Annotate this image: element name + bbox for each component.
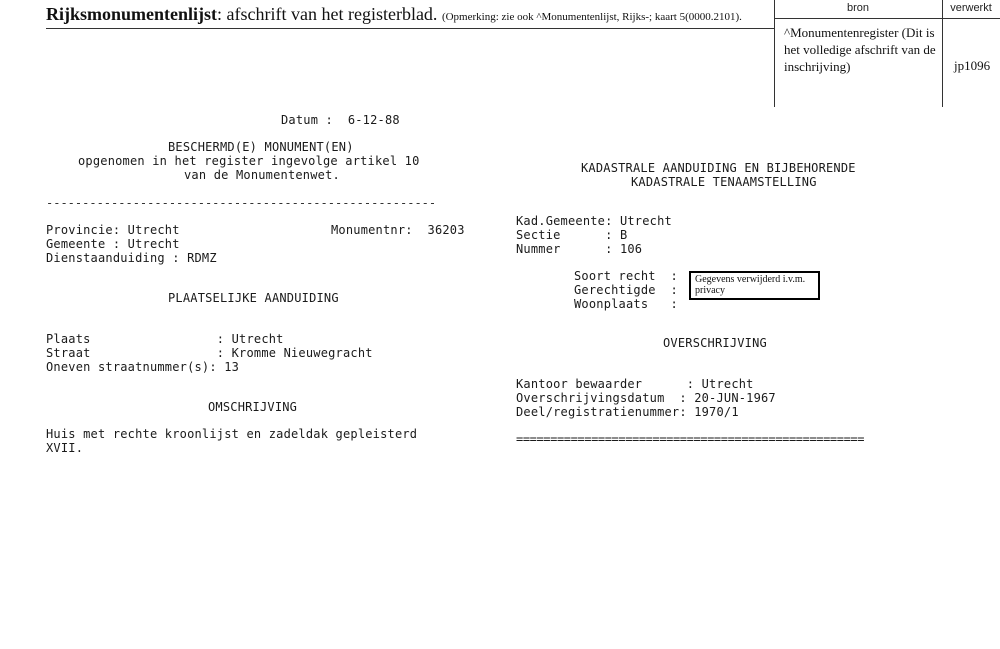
overschrijvingsdatum: Overschrijvingsdatum : 20-JUN-1967: [516, 391, 776, 405]
document-title-rest: : afschrift van het registerblad.: [217, 4, 438, 24]
monument-heading-line3: van de Monumentenwet.: [184, 168, 340, 182]
kantoor-bewaarder: Kantoor bewaarder : Utrecht: [516, 377, 754, 391]
monument-heading-line2: opgenomen in het register ingevolge artikel 10: [78, 154, 420, 168]
document-title-bold: Rijksmonumentenlijst: [46, 4, 218, 24]
kad-gemeente: Kad.Gemeente: Utrecht: [516, 214, 672, 228]
omschrijving-line2: XVII.: [46, 441, 84, 455]
overschrijving-heading: OVERSCHRIJVING: [663, 336, 767, 350]
dienstaanduiding: Dienstaanduiding : RDMZ: [46, 251, 217, 265]
plaatselijke-aanduiding-heading: PLAATSELIJKE AANDUIDING: [168, 291, 339, 305]
omschrijving-heading: OMSCHRIJVING: [208, 400, 298, 414]
table-header-divider: [774, 18, 1000, 19]
bron-value: ^Monumentenregister (Dit is het volledige afschrift van de inschrijving): [784, 25, 936, 74]
register-table: [774, 0, 1000, 107]
equals-separator: ===================================================: [516, 432, 865, 446]
nummer: Nummer : 106: [516, 242, 643, 256]
verwerkt-value: jp1096: [954, 58, 991, 73]
deel-registratienummer: Deel/registratienummer: 1970/1: [516, 405, 739, 419]
dashed-separator: ------------------------------------------------------: [46, 196, 437, 210]
monument-heading-line1: BESCHERMD(E) MONUMENT(EN): [168, 140, 354, 154]
datum: Datum : 6-12-88: [281, 113, 400, 127]
document-note: (Opmerking: zie ook ^Monumentenlijst, Rijks-; kaart 5(0000.2101).: [441, 11, 742, 23]
privacy-redaction-box: Gegevens verwijderd i.v.m. privacy: [689, 271, 820, 300]
table-border-left: [774, 0, 775, 107]
column-header-verwerkt: verwerkt: [950, 2, 992, 14]
document-title: [46, 4, 742, 25]
gemeente: Gemeente : Utrecht: [46, 237, 180, 251]
plaats: Plaats : Utrecht: [46, 332, 284, 346]
monumentnr: Monumentnr: 36203: [331, 223, 465, 237]
gerechtigde: Gerechtigde :: [574, 283, 678, 297]
sectie: Sectie : B: [516, 228, 628, 242]
kadastrale-heading-line1: KADASTRALE AANDUIDING EN BIJBEHORENDE: [581, 161, 856, 175]
soort-recht: Soort recht :: [574, 269, 678, 283]
omschrijving-line1: Huis met rechte kroonlijst en zadeldak gepleisterd: [46, 427, 418, 441]
header-divider: [46, 28, 774, 29]
woonplaats: Woonplaats :: [574, 297, 678, 311]
straat: Straat : Kromme Nieuwegracht: [46, 346, 373, 360]
table-border-mid: [942, 0, 943, 107]
oneven-straatnummers: Oneven straatnummer(s): 13: [46, 360, 240, 374]
provincie: Provincie: Utrecht: [46, 223, 180, 237]
kadastrale-heading-line2: KADASTRALE TENAAMSTELLING: [631, 175, 817, 189]
column-header-bron: bron: [846, 2, 870, 14]
